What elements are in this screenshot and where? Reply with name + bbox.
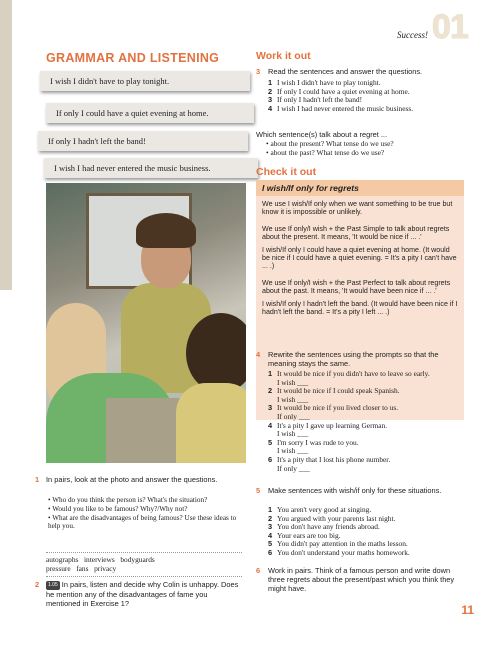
list-item: 2 If only I could have a quiet evening at home. [268,86,410,96]
check-it-out-title: Check it out [256,166,317,178]
word-box: autographs interviews bodyguards pressure fans privacy [46,552,242,577]
quote-card: I wish I didn't have to play tonight. [40,71,250,91]
list-item: 2 It would be nice if I could speak Spanish. I wish ___ [268,386,400,404]
exercise-number: 1 [35,475,40,484]
quote-card: I wish I had never entered the music business. [44,158,258,178]
grammar-example: I wish/If only I could have a quiet evening at home. (It would be nice if I could have a quiet evening. = It's a pity I can't have ... .) [262,245,457,271]
unit-number: 01 [432,8,468,46]
exercise-3-question: Which sentence(s) talk about a regret ... • about the present? What tense do we use? • about the past? What tense do we use? [256,130,466,157]
list-item: 3 If only I hadn't left the band! [268,95,363,105]
exercise-1-bullets [48,496,244,531]
list-item: 4 Your ears are too big. [268,530,341,540]
list-item: 4 I wish I had never entered the music business. [268,103,414,113]
audio-track-badge[interactable]: 1.05 [48,582,58,588]
exercise-instruction: Make sentences with wish/if only for these situations. [268,486,442,495]
exercise-instruction: Work in pairs. Think of a famous person and write down three regrets about the present/past which you think they might have. [268,566,455,593]
bullet-item: • about the present? What tense do we use? [266,139,394,148]
bullet-item: • Would you like to be famous? Why?/Why not? [48,504,188,513]
exercise-number: 2 [35,580,40,589]
exercise-5-list [268,506,468,558]
exercise-instruction: In pairs, look at the photo and answer the questions. [46,475,218,484]
exercise-1 [35,475,242,484]
exercise-instruction: In pairs, listen and decide why Colin is unhappy. Does he mention any of the disadvantages of fame you mentioned in Exercise 1? [46,580,239,608]
exercise-4 [256,350,464,368]
exercise-instruction: Read the sentences and answer the questions. [268,67,423,76]
page-number: 11 [461,603,474,617]
list-item: 3 It would be nice if you lived closer to us. If only ___ [268,403,399,421]
exercise-number: 6 [256,566,261,575]
bullet-item: • about the past? What tense do we use? [266,148,385,157]
grammar-box-title: I wish/If only for regrets [256,180,464,196]
grammar-rule: We use If only/I wish + the Past Perfect to talk about regrets about the past. It means, 'It would have been nice if ... .' [262,278,451,296]
exercise-6 [256,566,464,593]
list-item: 5 You didn't pay attention in the maths lesson. [268,539,408,549]
side-tab [0,0,12,290]
list-item: 2 You argued with your parents last night. [268,513,396,523]
list-item: 6 It's a pity that I lost his phone number. If only ___ [268,454,391,473]
exercise-number: 5 [256,486,261,495]
list-item: 6 You don't understand your maths homework. [268,547,410,557]
work-it-out-title: Work it out [256,50,311,62]
list-item: 4 It's a pity I gave up learning German. I wish ___ [268,420,388,439]
exercise-2 [35,580,242,608]
bullet-item: • What are the disadvantages of being famous? Use these ideas to help you. [48,513,237,531]
list-item: 3 You don't have any friends abroad. [268,522,380,532]
bullet-item: • Who do you think the person is? What's the situation? [48,496,208,504]
quote-card: If only I could have a quiet evening at home. [46,103,254,123]
photo-band-dressing-room [46,183,246,463]
list-item: 5 I'm sorry I was rude to you. I wish ___ [268,437,359,456]
exercise-instruction: Rewrite the sentences using the prompts so that the meaning stays the same. [268,350,439,368]
exercise-4-list [268,370,464,473]
exercise-number: 3 [256,67,261,76]
grammar-rule: We use I wish/If only when we want something to be true but know it is impossible or unlikely. [262,200,453,217]
exercise-3 [256,67,468,76]
list-item: 1 You aren't very good at singing. [268,505,372,514]
list-item: 1 It would be nice if you didn't have to leave so early. I wish ___ [268,369,430,387]
exercise-5 [256,486,464,495]
exercise-number: 4 [256,350,261,359]
exercise-3-list [268,79,468,113]
section-title: GRAMMAR AND LISTENING [46,51,220,65]
quote-card: If only I hadn't left the band! [38,131,248,151]
list-item: 1 I wish I didn't have to play tonight. [268,78,381,87]
book-title: Success! [397,30,428,40]
grammar-example: I wish/If only I hadn't left the band. (It would have been nice if I hadn't left the band. = It's a pity I left ... .) [262,299,458,317]
grammar-rule: We use If only/I wish + the Past Simple to talk about regrets about the present. It means, 'It would be nice if ... .' [262,224,450,242]
